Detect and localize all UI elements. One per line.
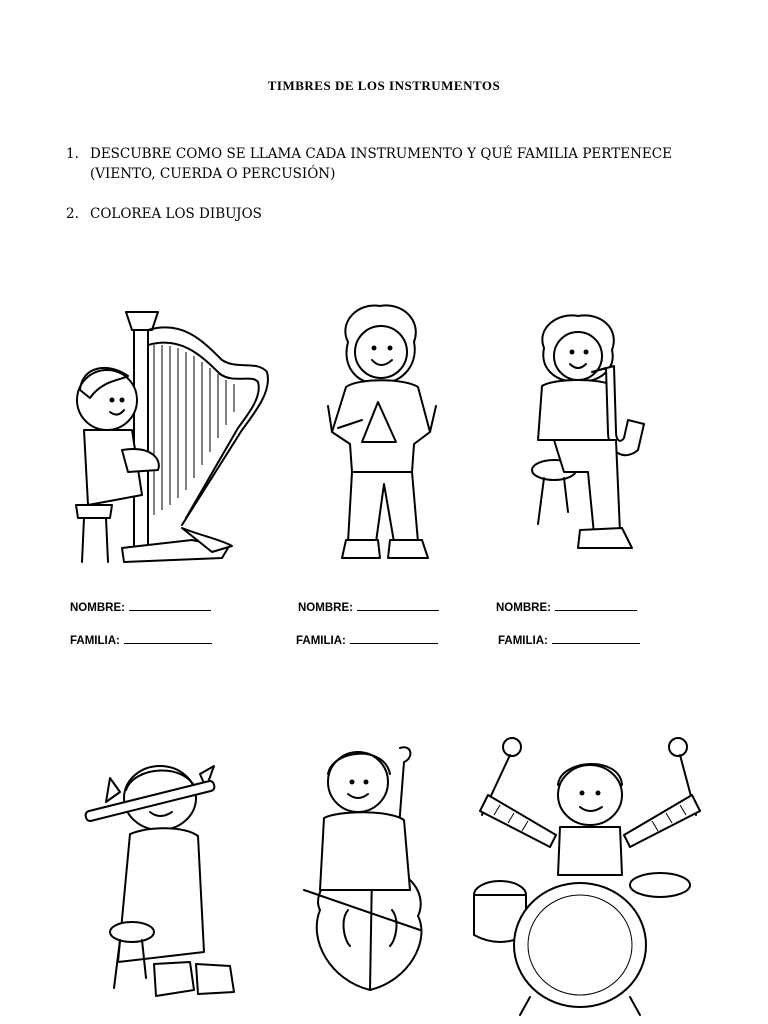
name-field-1[interactable] (70, 599, 211, 614)
name-blank[interactable] (357, 599, 439, 611)
name-blank[interactable] (129, 599, 211, 611)
drum-kit-player-icon (470, 735, 710, 1020)
instruction-2 (66, 204, 262, 224)
family-blank[interactable] (552, 632, 640, 644)
family-label: FAMILIA: (498, 635, 548, 647)
family-field-2[interactable] (296, 632, 438, 647)
name-field-3[interactable] (496, 599, 637, 614)
name-label: NOMBRE: (298, 602, 353, 614)
flute-player-icon (80, 752, 250, 1022)
name-label: NOMBRE: (70, 602, 125, 614)
instruction-number: 2. (66, 206, 79, 222)
name-field-2[interactable] (298, 599, 439, 614)
family-field-1[interactable] (70, 632, 212, 647)
double-bass-player-icon (300, 740, 450, 1015)
triangle-player-icon (318, 302, 448, 577)
name-blank[interactable] (555, 599, 637, 611)
instruction-1 (66, 144, 672, 184)
family-field-3[interactable] (498, 632, 640, 647)
page-title: TIMBRES DE LOS INSTRUMENTOS (267, 78, 501, 93)
instruction-text: DESCUBRE COMO SE LLAMA CADA INSTRUMENTO Y QUÉ FAMILIA PERTENECE (90, 146, 672, 162)
name-label: NOMBRE: (496, 602, 551, 614)
instruction-text: COLOREA LOS DIBUJOS (90, 206, 262, 222)
harp-player-icon (62, 300, 277, 575)
family-blank[interactable] (350, 632, 438, 644)
family-blank[interactable] (124, 632, 212, 644)
instruction-number: 1. (66, 146, 79, 162)
family-label: FAMILIA: (70, 635, 120, 647)
saxophone-player-icon (524, 312, 654, 567)
instruction-text-continued: (VIENTO, CUERDA O PERCUSIÓN) (90, 166, 336, 182)
family-label: FAMILIA: (296, 635, 346, 647)
